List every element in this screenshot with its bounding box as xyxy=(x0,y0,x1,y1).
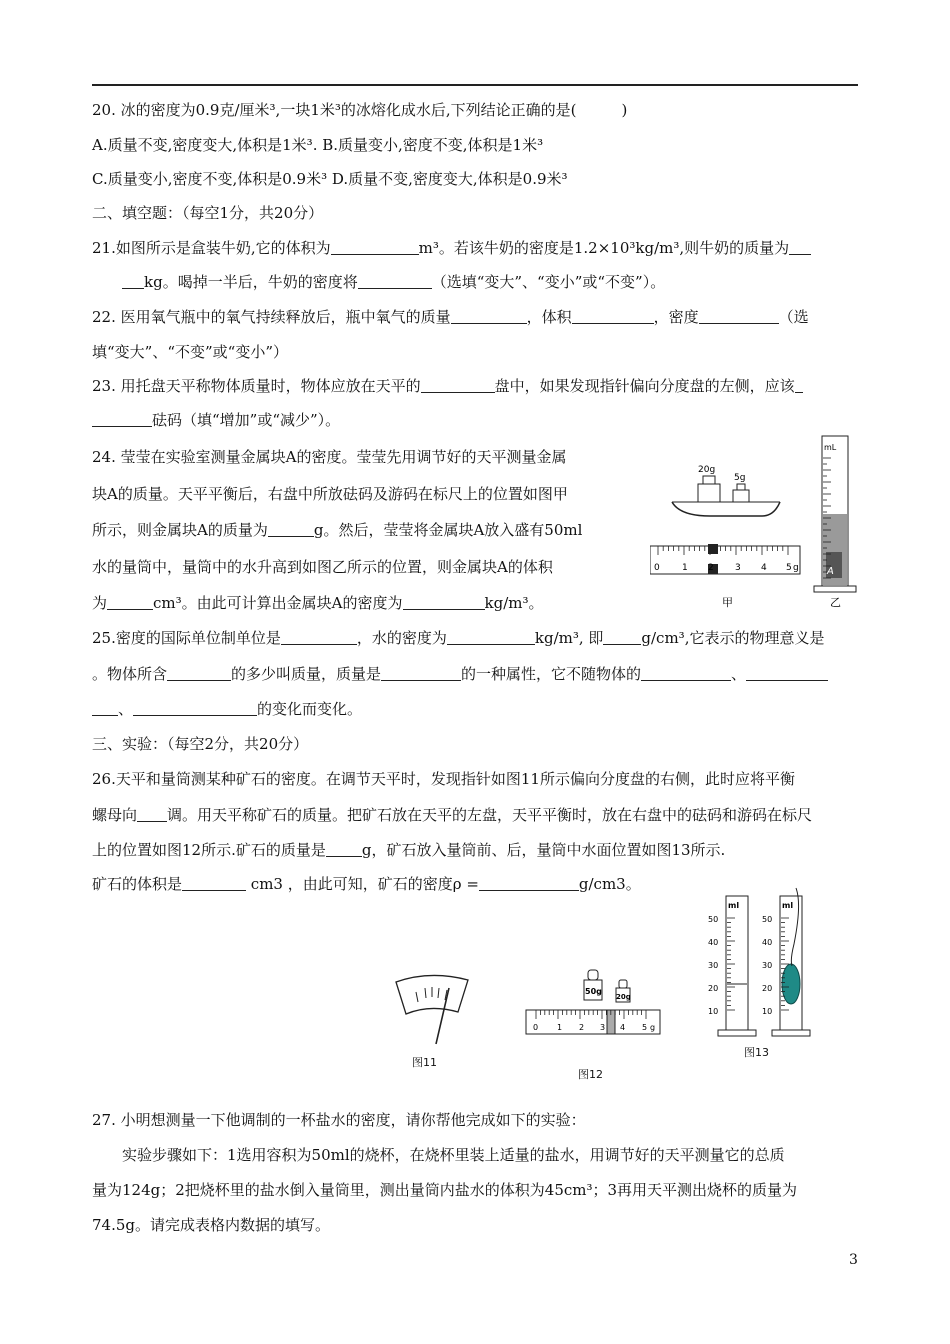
q27-line4: 74.5g。请完成表格内数据的填写。 xyxy=(92,1216,331,1234)
q23-line1 xyxy=(92,376,803,396)
q25-line2 xyxy=(92,664,828,684)
q27-line1: 27. 小明想测量一下他调制的一杯盐水的密度，请你帮他完成如下的实验： xyxy=(92,1111,586,1129)
q24-line3 xyxy=(92,520,582,540)
cyl2-tick-20: 20 xyxy=(762,984,773,993)
q21-line2 xyxy=(122,272,665,292)
figure-jia-caption: 甲 xyxy=(722,596,733,609)
q24-text-5b: cm³。由此可计算出金属块A的密度为 xyxy=(153,594,403,612)
q24-line2: 块A的质量。天平平衡后，右盘中所放砝码及游码在标尺上的位置如图甲 xyxy=(92,485,568,503)
weight-5g-label: 5g xyxy=(734,473,746,483)
cylinder-after xyxy=(762,888,810,1036)
figure-12-balance xyxy=(524,964,664,1038)
q23-blank-weights-2[interactable] xyxy=(92,412,152,427)
q24-line4: 水的量筒中，量筒中的水升高到如图乙所示的位置，则金属块A的体积 xyxy=(92,558,553,576)
ruler-label-3: 3 xyxy=(735,563,741,573)
q25-blank-gcm3[interactable] xyxy=(603,630,641,645)
ruler-label-g: g xyxy=(793,563,799,573)
fig12-ruler-1: 1 xyxy=(557,1023,563,1032)
q27-line3: 量为124g；2把烧杯里的盐水倒入量筒里，测出量筒内盐水的体积为45cm³；3再用天平测出烧杯的质量为 xyxy=(92,1181,798,1199)
q26-blank-density[interactable] xyxy=(479,876,579,891)
q26-text-2a: 螺母向 xyxy=(92,806,138,824)
header-rule xyxy=(92,84,858,86)
q26-text-4a: 矿石的体积是 xyxy=(92,875,183,893)
q21-text-d: （选填“变大”、“变小”或“不变”）。 xyxy=(431,273,666,291)
ruler-label-5: 5 xyxy=(786,563,792,573)
q25-text-e: 。物体所含 xyxy=(92,665,168,683)
q25-text-a: 25.密度的国际单位制单位是 xyxy=(92,629,281,647)
cyl1-tick-30: 30 xyxy=(708,961,719,970)
cyl2-tick-40: 40 xyxy=(762,938,773,947)
q21-blank-mass-1[interactable] xyxy=(789,240,811,255)
q25-blank-mass-def[interactable] xyxy=(167,666,231,681)
page-number: 3 xyxy=(849,1252,858,1268)
q21-text-a: 21.如图所示是盒装牛奶,它的体积为 xyxy=(92,239,331,257)
block-a-label: A xyxy=(827,566,834,577)
q22-text-b: ，体积 xyxy=(526,308,572,326)
cylinder-before-unit: ml xyxy=(728,901,740,910)
balance-pan-weights xyxy=(672,465,780,516)
weight-20g-label: 20g xyxy=(698,465,716,475)
weight-50g-label: 50g xyxy=(585,987,602,996)
q22-text-c: ，密度 xyxy=(653,308,699,326)
balance-scale-ruler xyxy=(650,544,800,574)
q25-text-g: 的一种属性，它不随物体的 xyxy=(461,665,642,683)
fig12-ruler-g: g xyxy=(650,1023,656,1032)
q23-blank-weights-1[interactable] xyxy=(795,378,803,393)
q25-line3 xyxy=(92,699,362,719)
ruler-label-4: 4 xyxy=(761,563,767,573)
q22-blank-volume[interactable] xyxy=(572,309,654,324)
q26-text-2b: 调。用天平称矿石的质量。把矿石放在天平的左盘，天平平衡时，放在右盘中的砝码和游码在标尺 xyxy=(167,806,813,824)
q24-text-5a: 为 xyxy=(92,594,108,612)
q25-text-i: 的变化而变化。 xyxy=(257,700,363,718)
figure-12-caption: 图12 xyxy=(578,1068,603,1081)
q22-blank-mass[interactable] xyxy=(451,309,527,324)
cyl1-tick-20: 20 xyxy=(708,984,719,993)
cylinder-after-unit: ml xyxy=(782,901,794,910)
q25-text-f: 的多少叫质量，质量是 xyxy=(231,665,382,683)
cyl1-tick-10: 10 xyxy=(708,1007,719,1016)
q25-line1 xyxy=(92,628,824,648)
fig12-ruler-2: 2 xyxy=(579,1023,585,1032)
q26-blank-volume[interactable] xyxy=(182,876,246,891)
q25-blank-water-density[interactable] xyxy=(447,630,535,645)
q23-text-c: 砝码（填“增加”或“减少”）。 xyxy=(152,411,341,429)
cyl2-tick-50: 50 xyxy=(762,915,773,924)
q24-blank-mass[interactable] xyxy=(268,522,314,537)
ruler-label-0: 0 xyxy=(654,563,660,573)
cyl2-tick-30: 30 xyxy=(762,961,773,970)
q25-blank-change-3[interactable] xyxy=(133,701,257,716)
q24-text-3a: 所示，则金属块A的质量为 xyxy=(92,521,268,539)
figure-11-dial xyxy=(392,970,472,1050)
q21-blank-mass-2[interactable] xyxy=(122,274,144,289)
q26-text-4b: cm3 ，由此可知，矿石的密度ρ = xyxy=(250,875,479,893)
section-2-heading: 二、填空题：（每空1分，共20分） xyxy=(92,204,324,222)
cyl2-tick-10: 10 xyxy=(762,1007,773,1016)
cylinder-before xyxy=(708,896,756,1036)
q23-blank-pan[interactable] xyxy=(421,378,495,393)
graduated-cylinder-yi xyxy=(814,436,856,592)
q22-line2: 填“变大”、“不变”或“变小”） xyxy=(92,343,289,361)
q21-blank-volume[interactable] xyxy=(331,240,419,255)
q26-text-3a: 上的位置如图12所示.矿石的质量是 xyxy=(92,841,326,859)
q26-line1: 26.天平和量筒测某种矿石的密度。在调节天平时，发现指针如图11所示偏向分度盘的右侧，此时应将平衡 xyxy=(92,770,795,788)
q22-text-d: （选 xyxy=(778,308,809,326)
q24-line1: 24. 莹莹在实验室测量金属块A的密度。莹莹先用调节好的天平测量金属 xyxy=(92,448,567,466)
q25-blank-property[interactable] xyxy=(381,666,461,681)
ruler-label-2: 2 xyxy=(708,563,714,573)
figure-13-caption: 图13 xyxy=(744,1046,769,1059)
figure-yi-caption: 乙 xyxy=(830,596,841,609)
q24-blank-density[interactable] xyxy=(403,595,485,610)
q20-stem: 20. 冰的密度为0.9克/厘米³,一块1米³的冰熔化成水后,下列结论正确的是( ) xyxy=(92,101,628,119)
q24-figure xyxy=(650,428,860,610)
q24-blank-volume[interactable] xyxy=(107,595,153,610)
cyl1-tick-50: 50 xyxy=(708,915,719,924)
q23-line2 xyxy=(92,410,340,430)
q22-blank-density[interactable] xyxy=(699,309,779,324)
figure-11-caption: 图11 xyxy=(412,1056,437,1069)
q26-text-4c: g/cm3。 xyxy=(578,875,641,893)
section-3-heading: 三、实验：（每空2分，共20分） xyxy=(92,735,309,753)
q21-text-c: kg。喝掉一半后，牛奶的密度将 xyxy=(144,273,358,291)
q25-blank-change-2b[interactable] xyxy=(92,701,118,716)
weight-20g-label-fig12: 20g xyxy=(616,993,631,1001)
q26-line2 xyxy=(92,805,812,825)
q21-text-b: m³。若该牛奶的密度是1.2×10³kg/m³,则牛奶的质量为 xyxy=(418,239,790,257)
q26-line4 xyxy=(92,874,641,894)
fig12-ruler-3: 3 xyxy=(600,1023,606,1032)
q20-options-cd: C.质量变小,密度不变,体积是0.9米³ D.质量不变,密度变大,体积是0.9米³ xyxy=(92,170,568,188)
q24-text-5c: kg/m³。 xyxy=(484,594,544,612)
q25-text-h: 、 xyxy=(731,665,747,683)
fig12-ruler-4: 4 xyxy=(620,1023,626,1032)
figure-13-cylinders xyxy=(704,884,816,1042)
q26-blank-mass[interactable] xyxy=(326,842,362,857)
q21-blank-density[interactable] xyxy=(358,274,432,289)
q25-text-d: g/cm³,它表示的物理意义是 xyxy=(641,629,825,647)
q22-text-a: 22. 医用氧气瓶中的氧气持续释放后，瓶中氧气的质量 xyxy=(92,308,451,326)
q25-text-h2: 、 xyxy=(118,700,134,718)
fig12-ruler-0: 0 xyxy=(533,1023,539,1032)
q20-options-ab: A.质量不变,密度变大,体积是1米³. B.质量变小,密度不变,体积是1米³ xyxy=(92,136,544,154)
fig12-ruler-5: 5 xyxy=(642,1023,648,1032)
q25-text-b: ，水的密度为 xyxy=(356,629,447,647)
q25-blank-change-2a[interactable] xyxy=(746,666,828,681)
q25-blank-unit[interactable] xyxy=(281,630,357,645)
q26-blank-direction[interactable] xyxy=(137,807,167,822)
ruler-label-1: 1 xyxy=(682,563,688,573)
cyl1-tick-40: 40 xyxy=(708,938,719,947)
q26-line3 xyxy=(92,840,725,860)
q26-text-3b: g，矿石放入量筒前、后，量筒中水面位置如图13所示. xyxy=(361,841,726,859)
q24-line5 xyxy=(92,593,543,613)
q23-text-a: 23. 用托盘天平称物体质量时，物体应放在天平的 xyxy=(92,377,421,395)
q25-blank-change-1[interactable] xyxy=(641,666,731,681)
q23-text-b: 盘中，如果发现指针偏向分度盘的左侧，应该 xyxy=(494,377,795,395)
q22-line1 xyxy=(92,307,809,327)
q24-text-3b: g。然后，莹莹将金属块A放入盛有50ml xyxy=(313,521,583,539)
q21-line1 xyxy=(92,238,811,258)
q25-text-c: kg/m³, 即 xyxy=(534,629,604,647)
q27-line2: 实验步骤如下：1选用容积为50ml的烧杯，在烧杯里装上适量的盐水，用调节好的天平测量它的总质 xyxy=(122,1146,785,1164)
cylinder-unit: mL xyxy=(824,443,837,452)
